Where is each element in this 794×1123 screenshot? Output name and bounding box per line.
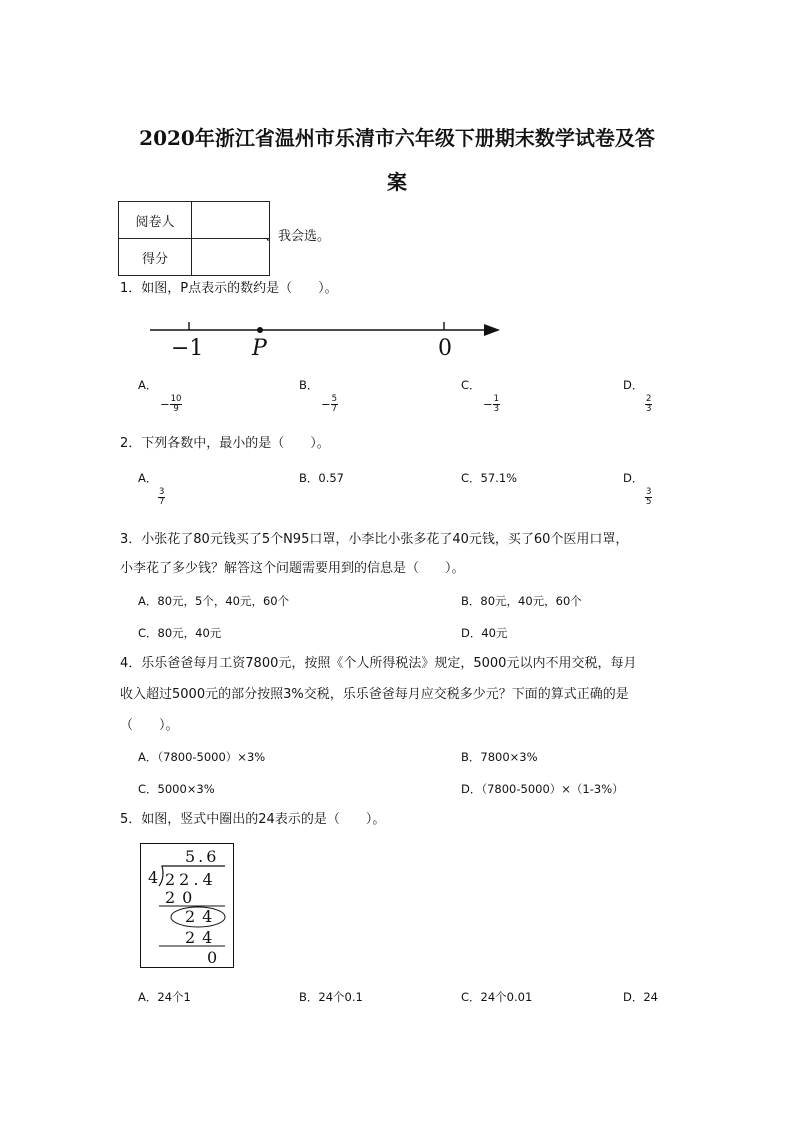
q1-option-d[interactable]: D． $\frac{2}{3}$ (623, 378, 652, 414)
q2-option-b[interactable]: B．0.57 (299, 471, 344, 485)
q2-option-a[interactable]: A． $\frac{3}{7}$ (138, 471, 165, 507)
question-4-stem-line-1: 4．乐乐爸爸每月工资7800元，按照《个人所得税法》规定，5000元以内不用交税，每月 (120, 656, 637, 671)
question-5-stem: 5．如图，竖式中圈出的24表示的是（ ）。 (120, 812, 386, 827)
question-3-stem-line-2: 小李花了多少钱？解答这个问题需要用到的信息是（ ）。 (120, 561, 465, 576)
score-box (118, 201, 270, 276)
q2-option-c[interactable]: C．57.1% (461, 471, 518, 485)
q1-option-c[interactable]: C． − $\frac{1}{3}$ (461, 378, 500, 414)
dividend: 22.4 (165, 870, 217, 889)
q3-option-b[interactable]: B．80元，40元，60个 (461, 594, 582, 608)
label-zero: 0 (438, 336, 452, 361)
second-product: 24 (185, 928, 220, 947)
first-product: 20 (165, 888, 200, 907)
quotient: 5.6 (185, 847, 220, 866)
q2-option-d[interactable]: D． $\frac{3}{5}$ (623, 471, 652, 507)
divisor: 4 (148, 868, 159, 887)
section-title: 、我会选。 (265, 229, 331, 244)
q5-option-d[interactable]: D．24 (623, 990, 658, 1004)
q3-option-a[interactable]: A．80元，5个，40元，60个 (138, 594, 290, 608)
question-4-stem-line-3: （ ）。 (120, 718, 179, 733)
reviewer-field (192, 202, 270, 239)
question-3-stem-line-1: 3．小张花了80元钱买了5个N95口罩，小李比小张多花了40元钱，买了60个医用口罩， (120, 532, 629, 547)
q5-option-c[interactable]: C．24个0.01 (461, 990, 533, 1004)
question-1-stem: 1．如图，P点表示的数约是（ ）。 (120, 281, 338, 296)
label-minus-one: −1 (171, 336, 204, 361)
point-p (257, 327, 263, 333)
score-field (192, 239, 270, 276)
page-title-continued: 案 (387, 170, 407, 194)
page-title: 2020年浙江省温州市乐清市六年级下册期末数学试卷及答 (139, 126, 655, 150)
q1-option-b[interactable]: B． − $\frac{5}{7}$ (299, 378, 338, 414)
long-division-figure (140, 843, 234, 968)
circled-24: 24 (185, 907, 220, 926)
q3-option-d[interactable]: D．40元 (461, 626, 508, 640)
q4-option-b[interactable]: B．7800×3% (461, 750, 538, 764)
question-2-stem: 2．下列各数中，最小的是（ ）。 (120, 436, 330, 451)
q1-option-a[interactable]: A． − $\frac{10}{9}$ (138, 378, 182, 414)
question-4-stem-line-2: 收入超过5000元的部分按照3%交税，乐乐爸爸每月应交税多少元？下面的算式正确的是 (120, 687, 629, 702)
q5-option-a[interactable]: A．24个1 (138, 990, 191, 1004)
number-line-arrow (484, 324, 500, 336)
q4-option-a[interactable]: A．（7800-5000）×3% (138, 750, 266, 764)
q3-option-c[interactable]: C．80元，40元 (138, 626, 222, 640)
reviewer-label: 阅卷人 (119, 202, 192, 239)
remainder: 0 (207, 948, 218, 967)
q4-option-c[interactable]: C．5000×3% (138, 782, 215, 796)
label-p: P (252, 336, 267, 361)
score-label: 得分 (119, 239, 192, 276)
q5-option-b[interactable]: B．24个0.1 (299, 990, 363, 1004)
q4-option-d[interactable]: D．（7800-5000）×（1-3%） (461, 782, 624, 796)
